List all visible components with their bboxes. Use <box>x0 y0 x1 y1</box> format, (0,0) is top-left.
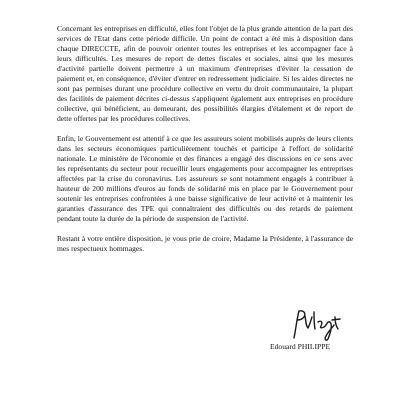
paragraph-insurers: Enfin, le Gouvernement est attentif à ce que les assureurs soient mobilisés auprès de leurs clients dans les secteurs économiques particulièrement touchés et participe à l'effort de solidarité nationale. Le ministère de l'économie et des finances a engagé des discussions en ce sens avec les représentants du secteur pour recueillir leurs engagements pour accompagner les entreprises affectées par la crise du coronavirus. Les assureurs se sont notamment engagés à contribuer à hauteur de 200 millions d'euros au fonds de solidarité mis en place par le Gouvernement pour soutenir les entreprises confrontées à une baisse significative de leur activité et à maintenir les garanties d'assurance des TPE qui connaîtraient des difficultés ou des retards de paiement pendant toute la durée de la période de suspension de l'activité. <box>57 134 353 223</box>
handwritten-signature <box>288 308 344 342</box>
letter-body <box>57 24 353 264</box>
signer-name: Edouard PHILIPPE <box>270 342 331 351</box>
paragraph-closing: Restant à votre entière disposition, je vous prie de croire, Madame la Présidente, à l'assurance de mes respectueux hommages. <box>57 234 353 253</box>
paragraph-companies-in-difficulty: Concernant les entreprises en difficulté, elles font l'objet de la plus grande attention de la part des services de l'Etat dans cette période difficile. Un point de contact a été mis à disposition dans chaque DIRECCTE, afin de pouvoir orienter toutes les entreprises et les accompagner face à leurs difficultés. Les mesures de report de dettes fiscales et sociales, ainsi que les mesures d'activité partielle doivent permettre à un maximum d'entreprises d'éviter la cessation de paiement et, en conséquence, d'éviter d'entrer en redressement judiciaire. Si les aides directes ne sont pas permises durant une procédure collective en vertu du droit communautaire, la plupart des facilités de paiement décrites ci-dessus s'appliquent également aux entreprises en procédure collective, qui bénéficient, au demeurant, des possibilités élargies d'étalement et de report de dette offertes par les procédures collectives. <box>57 24 353 123</box>
signature-block <box>270 308 360 358</box>
